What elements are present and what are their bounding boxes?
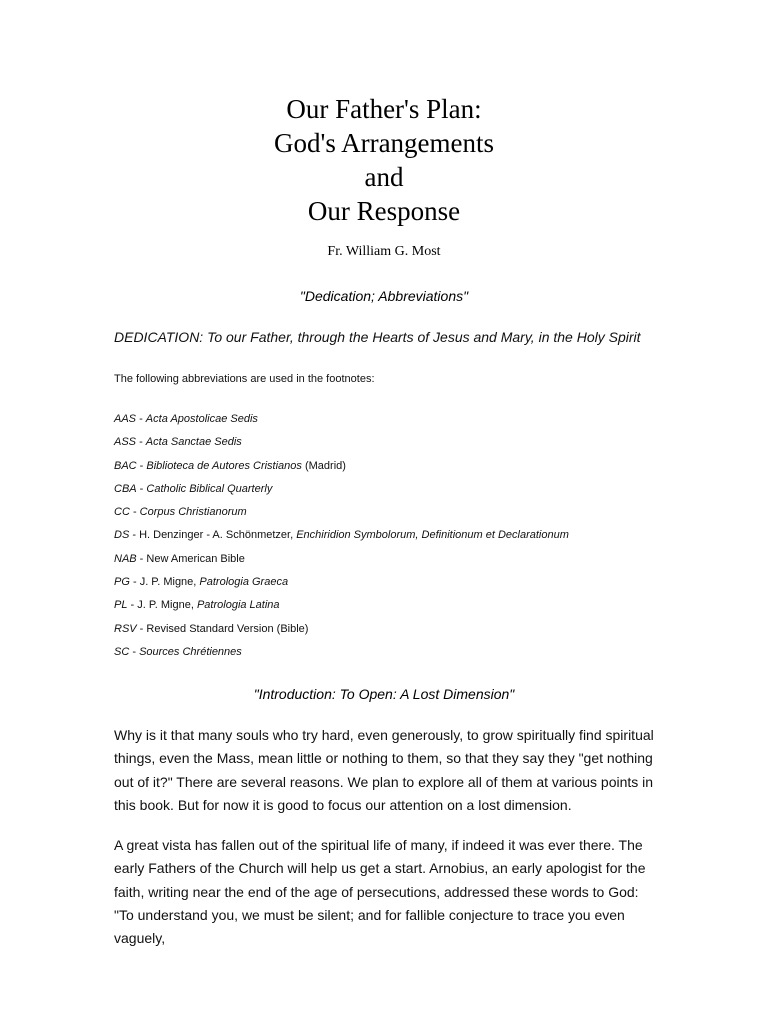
abbreviation-separator: -	[136, 482, 147, 495]
abbreviation-item	[114, 621, 569, 644]
abbreviation-code: PG	[114, 576, 130, 589]
abbreviation-item	[114, 597, 569, 620]
abbreviation-prefix: New American Bible	[146, 552, 245, 565]
abbreviation-item	[114, 434, 569, 457]
abbreviations-list	[114, 411, 569, 667]
document-title	[0, 92, 768, 228]
abbreviation-separator: -	[136, 459, 147, 472]
abbreviation-title: Acta Apostolicae Sedis	[145, 413, 258, 425]
abbreviation-code: DS	[114, 529, 130, 542]
abbreviation-code: AAS	[114, 413, 137, 425]
abbreviation-title: Catholic Biblical Quarterly	[146, 482, 273, 495]
author-name: Fr. William G. Most	[327, 244, 441, 259]
abbreviation-separator: -	[136, 552, 147, 565]
abbreviation-title: Patrologia Graeca	[199, 576, 289, 589]
abbreviation-item	[114, 458, 569, 481]
title-line-1: Our Father's Plan:	[286, 94, 482, 124]
abbreviation-title: Enchiridion Symbolorum, Definitionum et Declarationum	[296, 529, 569, 542]
abbreviation-title: Biblioteca de Autores Cristianos	[146, 459, 302, 472]
abbreviation-item	[114, 551, 569, 574]
abbreviation-title: Patrologia Latina	[196, 599, 280, 612]
abbreviation-code: PL	[114, 599, 128, 612]
abbreviation-code: SC	[114, 645, 130, 658]
abbreviation-separator: -	[129, 645, 140, 658]
abbreviation-item	[114, 411, 569, 434]
abbreviation-separator: -	[136, 436, 146, 449]
abbreviation-code: CC	[114, 506, 130, 519]
abbreviation-prefix: Revised Standard Version (Bible)	[146, 622, 309, 635]
title-line-4: Our Response	[307, 196, 461, 226]
abbreviation-title: Acta Sanctae Sedis	[145, 436, 242, 449]
abbreviation-item	[114, 574, 569, 597]
abbreviation-item	[114, 504, 569, 527]
title-line-2: God's Arrangements	[273, 128, 495, 158]
abbreviation-separator: -	[129, 576, 140, 589]
abbreviation-code: CBA	[114, 482, 137, 495]
abbreviation-code: NAB	[114, 552, 137, 565]
dedication-text: DEDICATION: To our Father, through the Hearts of Jesus and Mary, in the Holy Spirit	[114, 329, 641, 345]
section-heading-introduction: "Introduction: To Open: A Lost Dimension"	[253, 686, 515, 702]
abbreviation-prefix: J. P. Migne,	[137, 599, 197, 612]
abbreviation-suffix: (Madrid)	[301, 459, 346, 472]
abbreviation-code: RSV	[114, 622, 137, 635]
title-line-3: and	[364, 162, 404, 192]
abbreviation-code: BAC	[114, 459, 137, 472]
abbreviation-code: ASS	[114, 436, 137, 449]
abbreviations-intro: The following abbreviations are used in the footnotes:	[114, 373, 375, 385]
abbreviation-item	[114, 644, 569, 667]
abbreviation-separator: -	[136, 413, 146, 425]
abbreviation-separator: -	[129, 506, 140, 519]
abbreviation-title: Corpus Christianorum	[139, 506, 247, 519]
abbreviation-separator: -	[129, 529, 140, 542]
abbreviation-separator: -	[127, 599, 138, 612]
paragraph-2: A great vista has fallen out of the spiritual life of many, if indeed it was ever there. The early Fathers of the Church will help us get a start. Arnobius, an early apologist for the faith, writing near the end of the age of persecutions, addressed these words to God: "To understand you, we must be silent; and for fallible conjecture to trace you even vaguely,	[114, 837, 646, 947]
section-heading-dedication: "Dedication; Abbreviations"	[299, 288, 469, 304]
abbreviation-prefix: H. Denzinger - A. Schönmetzer,	[139, 529, 297, 542]
abbreviation-prefix: J. P. Migne,	[139, 576, 200, 589]
abbreviation-item	[114, 481, 569, 504]
abbreviation-separator: -	[136, 622, 147, 635]
abbreviation-title: Sources Chrétiennes	[139, 645, 242, 658]
abbreviation-item	[114, 527, 569, 550]
paragraph-1: Why is it that many souls who try hard, even generously, to grow spiritually find spiritual things, even the Mass, mean little or nothing to them, so that they say they "get nothing out of it?" There are several reasons. We plan to explore all of them at various points in this book. But for now it is good to focus our attention on a lost dimension.	[114, 727, 654, 813]
